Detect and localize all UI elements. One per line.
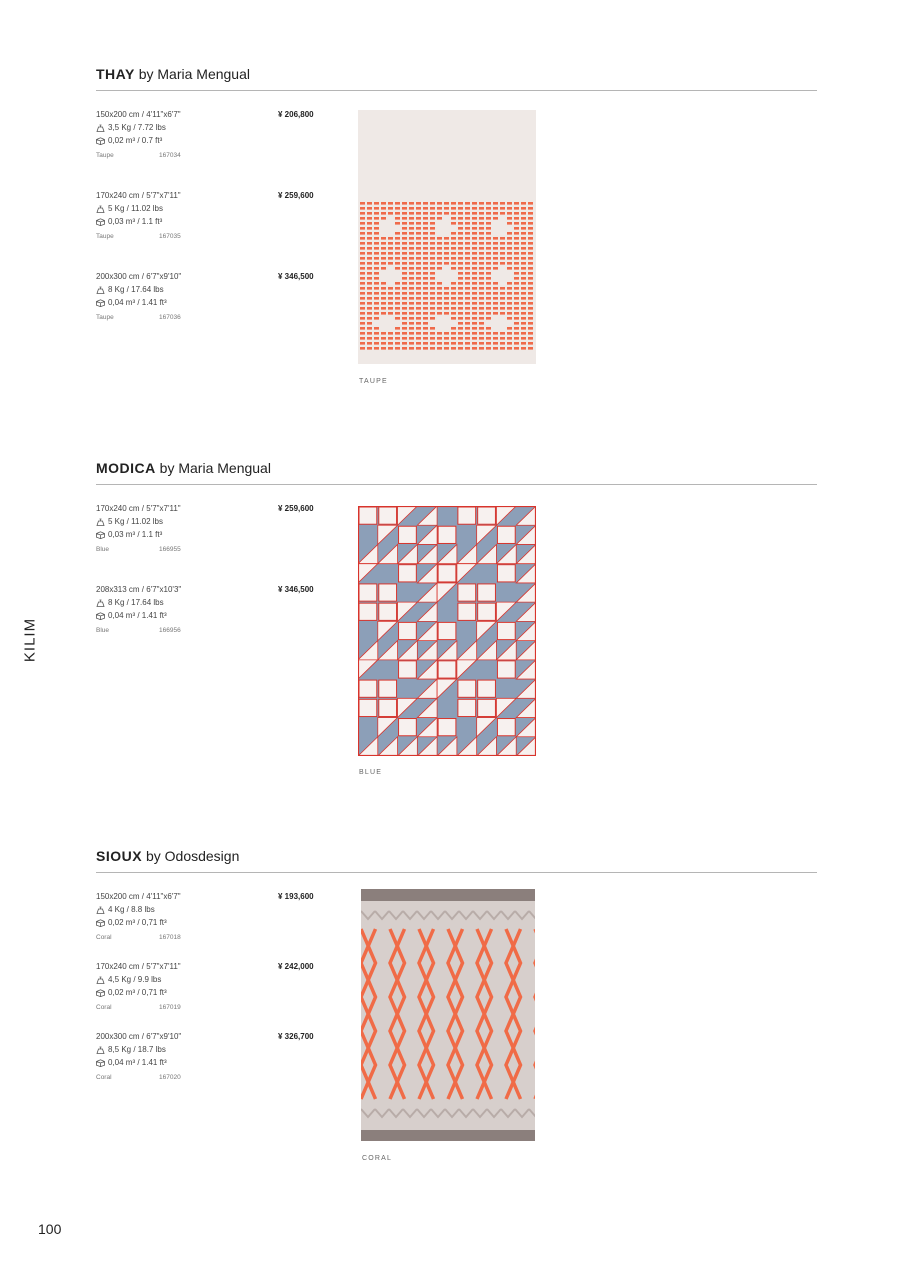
variant-code: 167036 [159,314,181,321]
variant-price: ¥ 242,000 [278,962,314,971]
variant-dimensions: 150x200 cm / 4'11"x6'7" [96,110,181,119]
package-icon [96,919,105,927]
variant-dimensions: 200x300 cm / 6'7"x9'10" [96,272,182,281]
variant-volume [96,1058,167,1067]
weight-icon [96,1046,105,1054]
product-title [96,66,250,82]
volume-text: 0,04 m³ / 1.41 ft³ [108,1058,167,1067]
product-title [96,848,239,864]
page-number: 100 [38,1221,62,1237]
package-icon [96,218,105,226]
variant-weight [96,517,163,526]
divider [96,872,817,873]
variant-price: ¥ 259,600 [278,191,314,200]
weight-icon [96,976,105,984]
variant-row [96,504,336,564]
variant-color: Taupe [96,314,114,321]
variant-dimensions: 208x313 cm / 6'7"x10'3" [96,585,182,594]
divider [96,90,817,91]
product-designer: by Maria Mengual [138,66,250,82]
variant-color: Taupe [96,233,114,240]
rug-image-sioux [361,889,535,1141]
variant-code: 167020 [159,1074,181,1081]
variant-code: 167035 [159,233,181,240]
weight-text: 4 Kg / 8.8 lbs [108,905,155,914]
product-name: SIOUX [96,848,143,864]
weight-icon [96,518,105,526]
variant-color: Coral [96,1074,112,1081]
rug-image-modica [358,506,536,756]
variant-code: 167034 [159,152,181,159]
volume-text: 0,03 m³ / 1.1 ft³ [108,530,163,539]
variant-weight [96,123,166,132]
variant-row [96,892,336,952]
weight-text: 8,5 Kg / 18.7 lbs [108,1045,166,1054]
rug-color-caption: CORAL [362,1155,393,1162]
variant-code: 167019 [159,1004,181,1011]
volume-text: 0,02 m³ / 0,71 ft³ [108,918,167,927]
weight-text: 3,5 Kg / 7.72 lbs [108,123,166,132]
variant-price: ¥ 206,800 [278,110,314,119]
variant-price: ¥ 193,600 [278,892,314,901]
variant-color: Blue [96,627,110,634]
package-icon [96,531,105,539]
volume-text: 0,02 m³ / 0.7 ft³ [108,136,163,145]
variant-color: Taupe [96,152,114,159]
weight-text: 5 Kg / 11.02 lbs [108,517,163,526]
variant-dimensions: 200x300 cm / 6'7"x9'10" [96,1032,182,1041]
variant-weight [96,204,163,213]
variant-price: ¥ 346,500 [278,272,314,281]
variant-dimensions: 170x240 cm / 5'7"x7'11" [96,962,181,971]
weight-icon [96,286,105,294]
variant-weight [96,598,164,607]
variant-dimensions: 150x200 cm / 4'11"x6'7" [96,892,181,901]
product-name: THAY [96,66,135,82]
variant-volume [96,530,162,539]
package-icon [96,989,105,997]
weight-icon [96,205,105,213]
variant-code: 166955 [159,546,181,553]
variant-weight [96,975,161,984]
variant-price: ¥ 346,500 [278,585,314,594]
weight-text: 8 Kg / 17.64 lbs [108,598,164,607]
variant-code: 167018 [159,934,181,941]
rug-color-caption: TAUPE [359,378,388,385]
section-label: KILIM [21,617,39,663]
variant-row [96,585,336,645]
rug-color-caption: BLUE [359,769,383,776]
variant-row [96,191,336,251]
variant-row [96,110,336,170]
weight-text: 8 Kg / 17.64 lbs [108,285,164,294]
variant-weight [96,905,155,914]
variant-code: 166956 [159,627,181,634]
variant-color: Coral [96,934,112,941]
product-designer: by Maria Mengual [159,460,271,476]
weight-icon [96,599,105,607]
rug-image-thay [358,110,536,364]
product-designer: by Odosdesign [145,848,240,864]
variant-row [96,962,336,1022]
variant-dimensions: 170x240 cm / 5'7"x7'11" [96,504,181,513]
volume-text: 0,04 m³ / 1.41 ft³ [108,298,167,307]
variant-weight [96,285,164,294]
weight-icon [96,906,105,914]
volume-text: 0,04 m³ / 1.41 ft³ [108,611,167,620]
variant-volume [96,217,162,226]
divider [96,484,817,485]
package-icon [96,612,105,620]
package-icon [96,137,105,145]
variant-row [96,272,336,332]
weight-icon [96,124,105,132]
volume-text: 0,03 m³ / 1.1 ft³ [108,217,163,226]
weight-text: 5 Kg / 11.02 lbs [108,204,163,213]
variant-volume [96,611,167,620]
variant-dimensions: 170x240 cm / 5'7"x7'11" [96,191,181,200]
variant-weight [96,1045,166,1054]
variant-color: Blue [96,546,110,553]
product-name: MODICA [96,460,156,476]
variant-volume [96,988,167,997]
variant-price: ¥ 259,600 [278,504,314,513]
variant-color: Coral [96,1004,112,1011]
package-icon [96,1059,105,1067]
variant-volume [96,918,167,927]
package-icon [96,299,105,307]
variant-volume [96,298,167,307]
variant-price: ¥ 326,700 [278,1032,314,1041]
volume-text: 0,02 m³ / 0,71 ft³ [108,988,167,997]
variant-row [96,1032,336,1092]
weight-text: 4,5 Kg / 9.9 lbs [108,975,162,984]
product-title [96,460,271,476]
variant-volume [96,136,162,145]
